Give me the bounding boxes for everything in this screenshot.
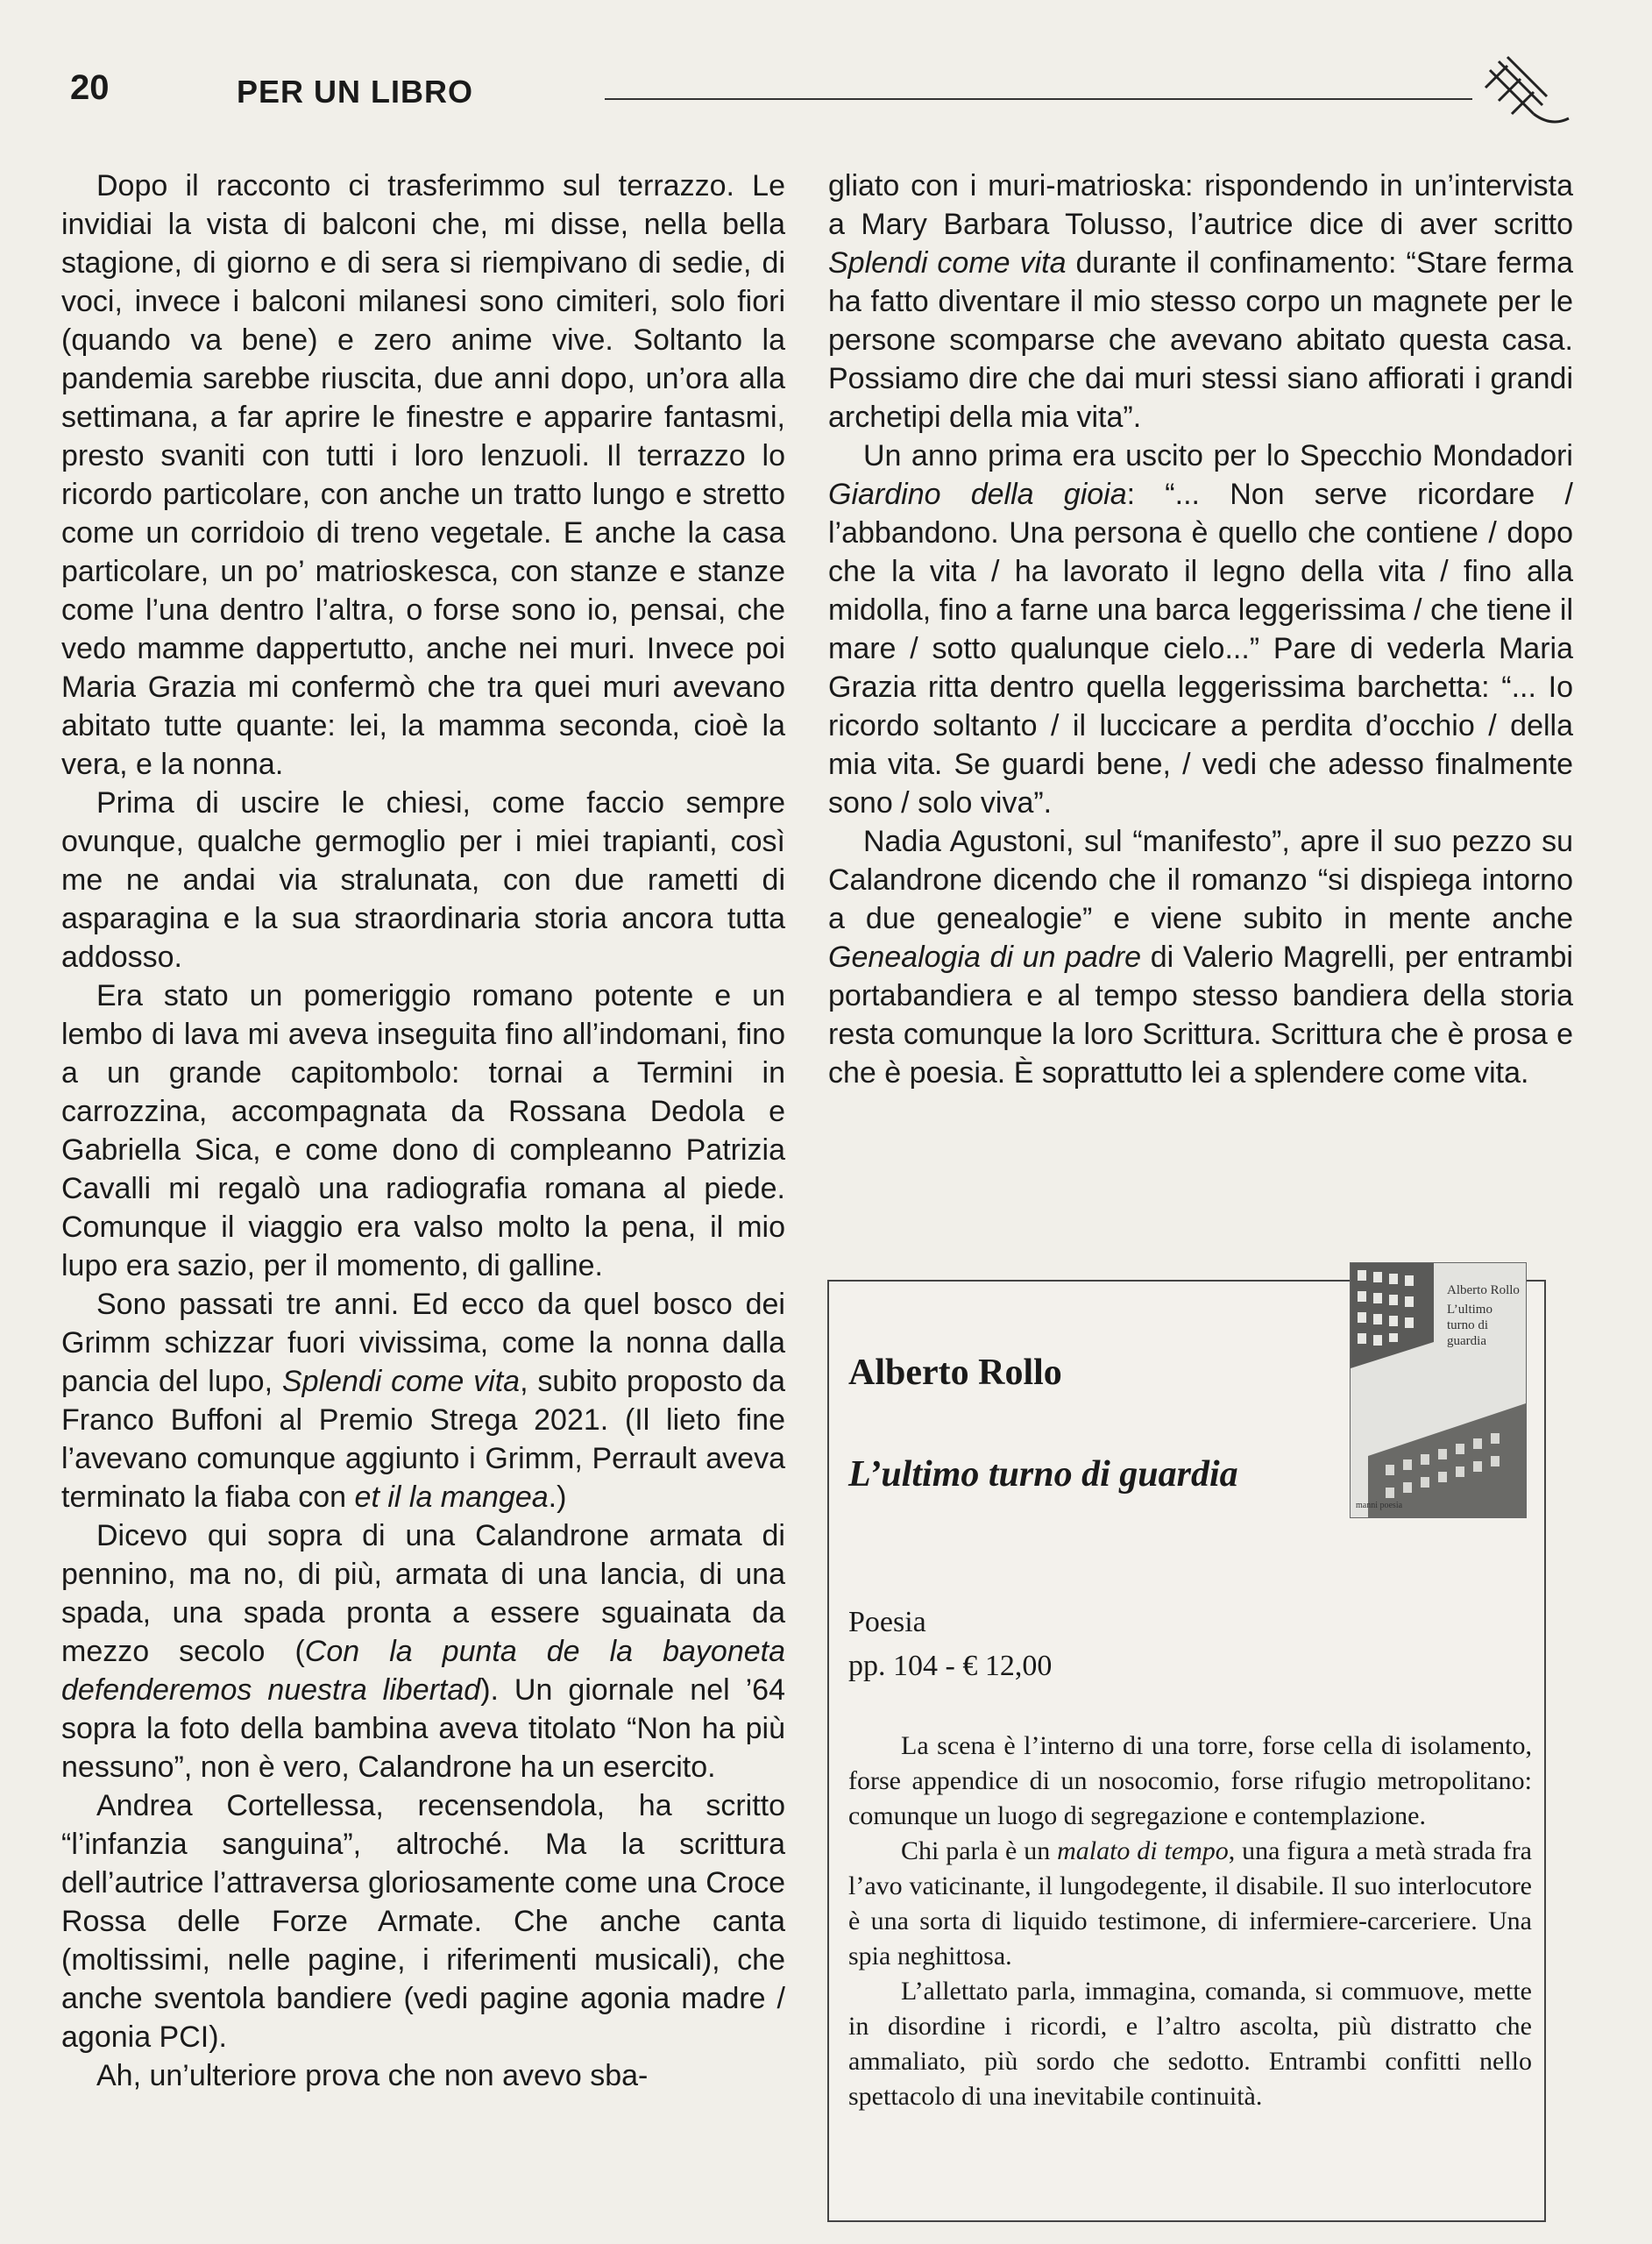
running-title: PER UN LIBRO xyxy=(237,74,474,110)
text-run: Nadia Agustoni, sul “manifesto”, apre il suo pezzo su Calandrone dicendo che il romanzo “si dispiega intorno a due genealogie” e viene subito in mente anche xyxy=(828,825,1573,935)
italic-text: Giardino della gioia xyxy=(828,478,1127,511)
italic-text: et il la mangea xyxy=(354,1481,549,1514)
paragraph xyxy=(828,167,1573,437)
text-run: L’allettato parla, immagina, comanda, si commuove, mette in disordine i ricordi, e l’altro ascolta, più distratto che ammaliato, più sordo che sedotto. Entrambi confitti nello spettacolo di una inevitabile continuità. xyxy=(848,1977,1532,2111)
text-run: : “... Non serve ricordare / l’abbandono. Una persona è quello che contiene / dopo che la vita / ha lavorato il legno della vita / fino alla midolla, fino a farne una barca leggerissima / che tiene il mare / sotto qualunque cielo...” Pare di vederla Maria Grazia ritta dentro quella leggerissima barchetta: “... Io ricordo soltanto / il luccicare a perdita d’occhio / della mia vita. Se guardi bene, / vedi che adesso finalmente sono / solo viva”. xyxy=(828,478,1573,820)
paragraph xyxy=(61,167,785,784)
book-cover xyxy=(1350,1262,1527,1518)
paragraph xyxy=(61,1516,785,1786)
text-run: Ah, un’ulteriore prova che non avevo sba- xyxy=(96,2059,649,2092)
book-description xyxy=(848,1729,1532,2114)
italic-text: Splendi come vita xyxy=(281,1365,521,1398)
paragraph xyxy=(848,1729,1532,1834)
paragraph xyxy=(61,976,785,1285)
text-run: , una figura a metà strada fra l’avo vaticinante, il lungodegente, il disabile. Il suo interlocutore è una sorta di liquido testimone, di infermiere-carceriere. Una spia neghittosa. xyxy=(848,1836,1532,1971)
cover-text xyxy=(1447,1282,1522,1349)
text-run: Un anno prima era uscito per lo Specchio Mondadori xyxy=(863,439,1573,472)
book-box xyxy=(827,1280,1546,2222)
italic-text: Con la punta de la bayoneta defenderemos nuestra libertad xyxy=(61,1635,785,1707)
italic-text: malato di tempo xyxy=(1057,1836,1229,1865)
book-title: L’ultimo turno di guardia xyxy=(848,1454,1238,1495)
book-genre: Poesia xyxy=(848,1606,926,1638)
paragraph xyxy=(848,1834,1532,1974)
cover-publisher: manni poesia xyxy=(1356,1501,1403,1510)
header-rule xyxy=(605,98,1472,100)
text-run: Dopo il racconto ci trasferimmo sul terrazzo. Le invidiai la vista di balconi che, mi disse, nella bella stagione, di giorno e di sera si riempivano di sedie, di voci, invece i balconi milanesi sono cimiteri, solo fiori (quando va bene) e zero anime vive. Soltanto la pandemia sarebbe riuscita, due anni dopo, un’ora alla settimana, a far aprire le finestre e apparire fantasmi, presto svaniti con tutti i loro lenzuoli. Il terrazzo lo ricordo particolare, con anche un tratto lungo e stretto come un corridoio di treno vegetale. E anche la casa particolare, un po’ matrioskesca, con stanze e stanze come l’una dentro l’altra, o forse sono io, pensai, che vedo mamme dappertutto, anche nei muri. Invece poi Maria Grazia mi confermò che tra quei muri avevano abitato tutte quante: lei, la mamma seconda, cioè la vera, e la nonna. xyxy=(61,169,785,781)
text-run: Prima di uscire le chiesi, come faccio sempre ovunque, qualche germoglio per i miei trapianti, così me ne andai via stralunata, con due rametti di asparagina e la sua straordinaria storia ancora tutta addosso. xyxy=(61,786,785,974)
paragraph xyxy=(828,437,1573,822)
text-run: Sono passati tre anni. Ed ecco da quel bosco dei Grimm schizzar fuori vivissima, come la nonna dalla pancia del lupo, xyxy=(61,1288,785,1398)
italic-text: Genealogia di un padre xyxy=(828,941,1142,974)
left-column xyxy=(61,167,785,2095)
paragraph xyxy=(61,1285,785,1516)
text-run: Andrea Cortellessa, recensendola, ha scritto “l’infanzia sanguina”, altroché. Ma la scrittura dell’autrice l’attraversa gloriosamente come una Croce Rossa delle Forze Armate. Che anche canta (moltissimi, nelle pagine, i riferimenti musicali), che anche sventola bandiere (vedi pagine agonia madre / agonia PCI). xyxy=(61,1789,785,2054)
text-run: Era stato un pomeriggio romano potente e un lembo di lava mi aveva inseguita fino all’indomani, fino a un grande capitombolo: tornai a Termini in carrozzina, accompagnata da Rossana Dedola e Gabriella Sica, e come dono di compleanno Patrizia Cavalli mi regalò una radiografia romana al piede. Comunque il viaggio era valso molto la pena, il mio lupo era sazio, per il momento, di galline. xyxy=(61,979,785,1282)
text-run: ). Un giornale nel ’64 sopra la foto della bambina aveva titolato “Non ha più nessuno”, non è vero, Calandrone ha un esercito. xyxy=(61,1673,785,1784)
book-price: pp. 104 - € 12,00 xyxy=(848,1650,1053,1682)
paragraph xyxy=(828,822,1573,1092)
cover-author: Alberto Rollo xyxy=(1447,1283,1520,1297)
text-run: , subito proposto da Franco Buffoni al Premio Strega 2021. (Il lieto fine l’avevano comunque aggiunto i Grimm, Perrault aveva terminato la fiaba con xyxy=(61,1365,785,1514)
paragraph xyxy=(61,2056,785,2095)
text-run: La scena è l’interno di una torre, forse cella di isolamento, forse appendice di un nosocomio, forse rifugio metropolitano: comunque un luogo di segregazione e contemplazione. xyxy=(848,1731,1532,1830)
paragraph xyxy=(848,1974,1532,2114)
italic-text: Splendi come vita xyxy=(828,246,1067,280)
text-run: .) xyxy=(548,1481,567,1514)
cover-title: L’ultimo turno di guardia xyxy=(1447,1303,1492,1348)
corner-mark-icon xyxy=(1481,53,1578,131)
text-run: Dicevo qui sopra di una Calandrone armata di pennino, ma no, di più, armata di una lancia, di una spada, una spada pronta a essere sguainata da mezzo secolo ( xyxy=(61,1519,785,1668)
text-run: di Valerio Magrelli, per entrambi portabandiera e al tempo stesso bandiera della storia resta comunque la loro Scrittura. Scrittura che è prosa e che è poesia. È soprattutto lei a splendere come vita. xyxy=(828,941,1573,1090)
book-author: Alberto Rollo xyxy=(848,1353,1062,1393)
paragraph xyxy=(61,1786,785,2056)
text-run: Chi parla è un xyxy=(901,1836,1058,1865)
page-number: 20 xyxy=(70,68,110,107)
paragraph xyxy=(61,784,785,976)
text-run: durante il confinamento: “Stare ferma ha fatto diventare il mio stesso corpo un magnete per le persone scomparse che avevano abitato questa casa. Possiamo dire che dai muri stessi siano affiorati i grandi archetipi della mia vita”. xyxy=(828,246,1573,434)
text-run: gliato con i muri-matrioska: rispondendo in un’intervista a Mary Barbara Tolusso, l’autrice dice di aver scritto xyxy=(828,169,1573,241)
right-column xyxy=(828,167,1573,1092)
